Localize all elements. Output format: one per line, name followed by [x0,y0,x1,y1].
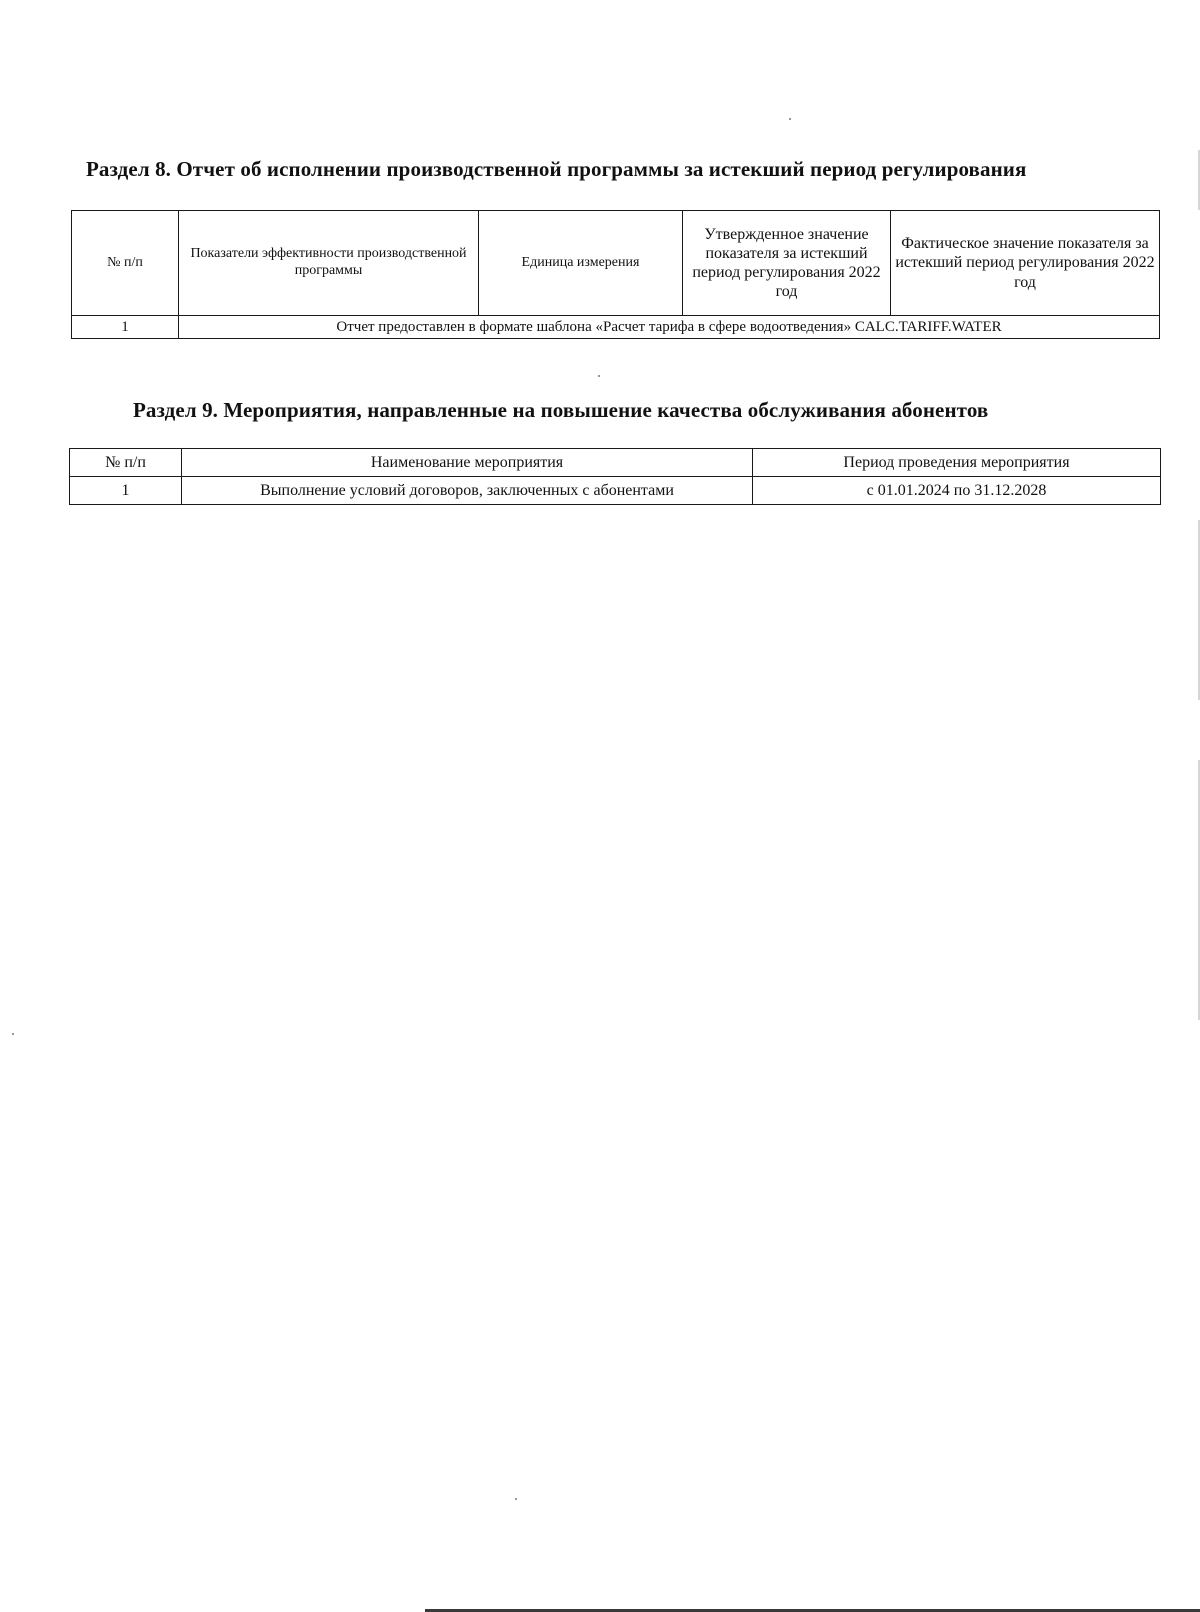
section-9-title: Раздел 9. Мероприятия, направленные на повышение качества обслуживания абонентов [133,398,989,422]
header-unit: Единица измерения [479,211,683,316]
table-row [72,316,1160,339]
row-number-cell: 1 [70,477,182,505]
header-measure-name: Наименование мероприятия [182,449,753,477]
scan-speck [12,1033,14,1035]
header-actual-value: Фактическое значение показателя за истекший период регулирования 2022 год [891,211,1160,316]
table-row [70,477,1161,505]
section-9-table [69,448,1161,505]
measure-name-cell: Выполнение условий договоров, заключенных с абонентами [182,477,753,505]
header-row-number: № п/п [70,449,182,477]
row-number-cell: 1 [72,316,179,339]
header-measure-period: Период проведения мероприятия [753,449,1161,477]
table-header-row [70,449,1161,477]
table-header-row [72,211,1160,316]
scan-speck [515,1498,517,1500]
measure-period-cell: с 01.01.2024 по 31.12.2028 [753,477,1161,505]
section-8-table [71,210,1160,339]
header-indicators: Показатели эффективности производственной программы [179,211,479,316]
section-8-title: Раздел 8. Отчет об исполнении производственной программы за истекший период регулирования [86,157,1027,181]
scan-speck [598,375,600,377]
header-approved-value: Утвержденное значение показателя за истекший период регулирования 2022 год [683,211,891,316]
report-note-cell: Отчет предоставлен в формате шаблона «Расчет тарифа в сфере водоотведения» CALC.TARIFF.WATER [179,316,1160,339]
scan-speck [789,118,791,120]
header-row-number: № п/п [72,211,179,316]
